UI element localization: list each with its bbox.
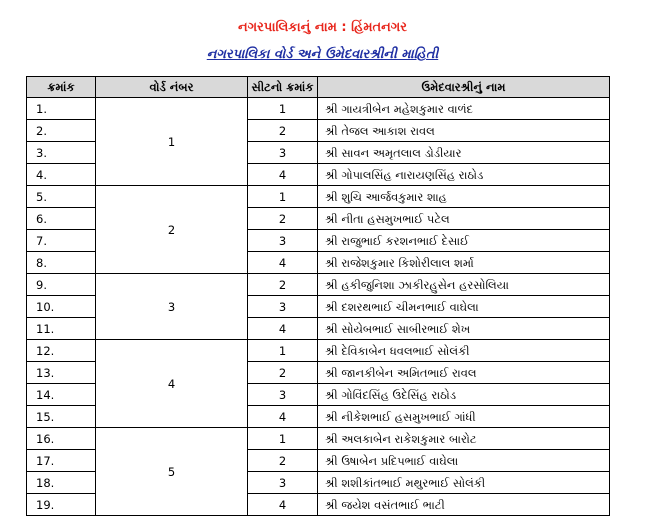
candidate-name-cell: શ્રી રાજુભાઈ કરશનભાઈ દેસાઈ [318,230,610,252]
seat-number-cell: 4 [248,252,318,274]
table-body [27,98,610,516]
seat-number-cell: 2 [248,450,318,472]
table-row [27,98,610,120]
seat-number-cell: 3 [248,472,318,494]
serial-cell: 3. [27,142,96,164]
candidate-name-cell: શ્રી ગોપાલસિંહ નારાયણસિંહ રાઠોડ [318,164,610,186]
seat-number-cell: 2 [248,274,318,296]
serial-cell: 14. [27,384,96,406]
table-row [27,274,610,296]
serial-cell: 1. [27,98,96,120]
candidate-name-cell: શ્રી હકીજુનિશા ઝાકીરહુસેન હરસોલિયા [318,274,610,296]
table-row [27,428,610,450]
candidates-table [26,76,610,516]
candidate-name-cell: શ્રી ગોવિંદસિંહ ઉદેસિંહ રાઠોડ [318,384,610,406]
serial-cell: 9. [27,274,96,296]
table-row [27,340,610,362]
serial-cell: 4. [27,164,96,186]
candidate-name-cell: શ્રી નીકેશભાઈ હસમુખભાઈ ગાંધી [318,406,610,428]
serial-cell: 7. [27,230,96,252]
candidate-name-cell: શ્રી તેજલ આકાશ રાવલ [318,120,610,142]
serial-cell: 10. [27,296,96,318]
table-row [27,186,610,208]
serial-cell: 8. [27,252,96,274]
serial-cell: 2. [27,120,96,142]
serial-cell: 5. [27,186,96,208]
header-ward-number: વોર્ડ નંબર [96,77,248,98]
seat-number-cell: 3 [248,296,318,318]
header-seat-number: સીટનો ક્રમાંક [248,77,318,98]
seat-number-cell: 2 [248,120,318,142]
seat-number-cell: 1 [248,98,318,120]
candidate-name-cell: શ્રી નીતા હસમુખભાઈ પટેલ [318,208,610,230]
candidate-name-cell: શ્રી જયેશ વસંતભાઈ ભાટી [318,494,610,516]
seat-number-cell: 4 [248,164,318,186]
candidate-name-cell: શ્રી શશીકાંતભાઈ મથુરભાઈ સોલંકી [318,472,610,494]
ward-number-cell: 3 [96,274,248,340]
subtitle-text: નગરપાલિકા વોર્ડ અને ઉમેદવારશ્રીની માહિતી [206,47,439,62]
seat-number-cell: 3 [248,142,318,164]
seat-number-cell: 1 [248,186,318,208]
seat-number-cell: 3 [248,384,318,406]
seat-number-cell: 1 [248,340,318,362]
seat-number-cell: 4 [248,406,318,428]
table-header-row [27,77,610,98]
serial-cell: 13. [27,362,96,384]
candidate-name-cell: શ્રી અલકાબેન રાકેશકુમાર બારોટ [318,428,610,450]
header-serial: ક્રમાંક [27,77,96,98]
ward-number-cell: 5 [96,428,248,516]
candidate-name-cell: શ્રી ઉષાબેન પ્રદિપભાઈ વાઘેલા [318,450,610,472]
serial-cell: 6. [27,208,96,230]
ward-number-cell: 4 [96,340,248,428]
candidate-name-cell: શ્રી દશરથભાઈ ચીમનભાઈ વાઘેલા [318,296,610,318]
candidate-name-cell: શ્રી શુચિ આર્જવકુમાર શાહ [318,186,610,208]
candidate-name-cell: શ્રી જાનકીબેન અમિતભાઈ રાવલ [318,362,610,384]
header-candidate-name: ઉમેદવારશ્રીનું નામ [318,77,610,98]
serial-cell: 12. [27,340,96,362]
seat-number-cell: 1 [248,428,318,450]
seat-number-cell: 2 [248,208,318,230]
serial-cell: 18. [27,472,96,494]
seat-number-cell: 3 [248,230,318,252]
seat-number-cell: 2 [248,362,318,384]
serial-cell: 16. [27,428,96,450]
ward-number-cell: 2 [96,186,248,274]
serial-cell: 19. [27,494,96,516]
candidate-name-cell: શ્રી સોયેબભાઈ સાબીરભાઈ શેખ [318,318,610,340]
candidate-name-cell: શ્રી દેવિકાબેન ધવલભાઈ સોલંકી [318,340,610,362]
page-subtitle [0,47,645,62]
seat-number-cell: 4 [248,494,318,516]
ward-number-cell: 1 [96,98,248,186]
serial-cell: 15. [27,406,96,428]
candidate-name-cell: શ્રી રાજેશકુમાર કિશોરીલાલ શર્મા [318,252,610,274]
seat-number-cell: 4 [248,318,318,340]
candidate-name-cell: શ્રી સાવન અમૃતલાલ ડોડીયાર [318,142,610,164]
candidate-name-cell: શ્રી ગાયત્રીબેન મહેશકુમાર વાળંદ [318,98,610,120]
page-title: નગરપાલિકાનું નામ : હિંમતનગર [237,20,408,35]
serial-cell: 17. [27,450,96,472]
serial-cell: 11. [27,318,96,340]
